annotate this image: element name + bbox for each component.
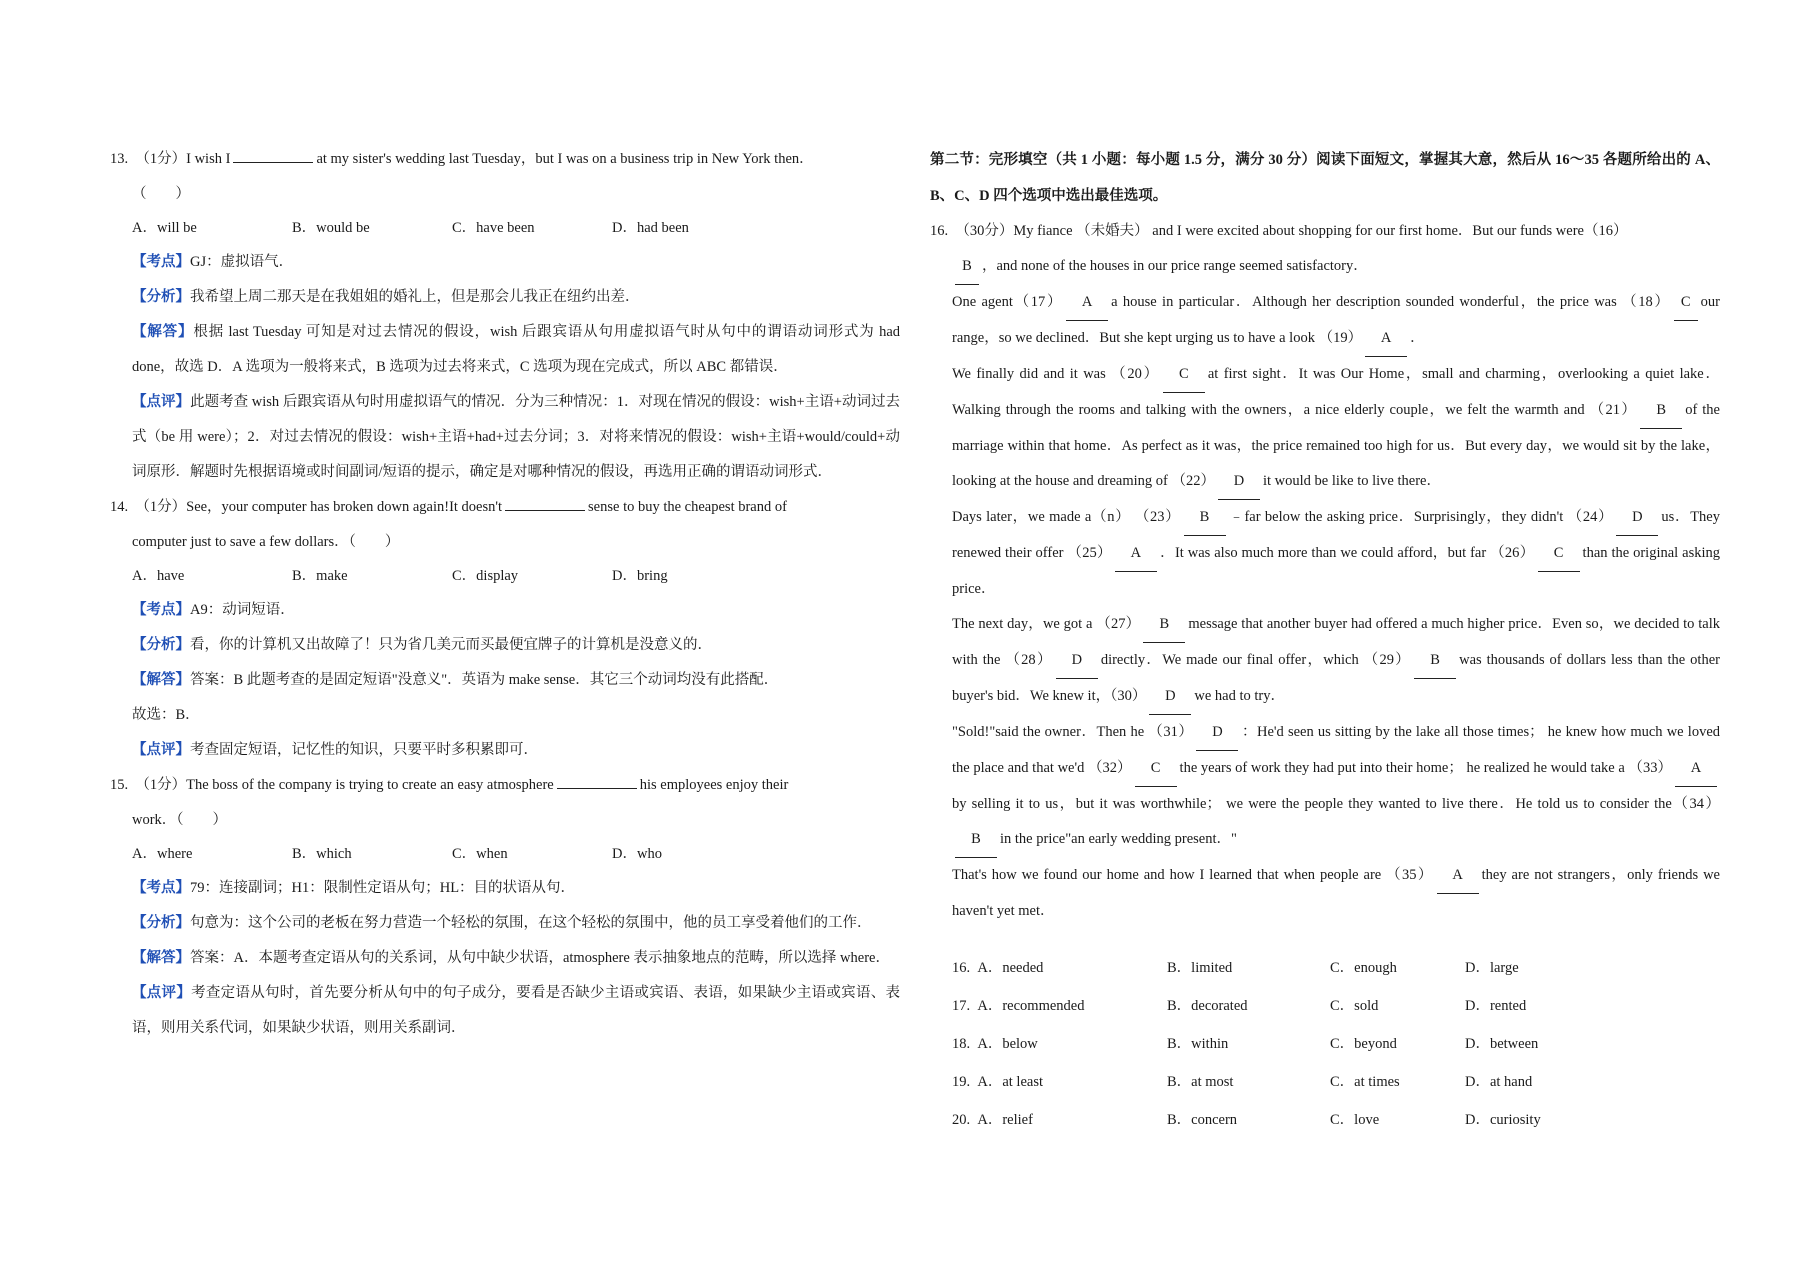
q13-kaodian-text: GJ：虚拟语气． [190,254,294,270]
passage-text: we had to try． [1194,688,1285,704]
fenxi-tag: 【分析】 [132,915,190,931]
q15-option-c: C．when [452,846,508,862]
q15-jieda [110,941,900,976]
option-a [952,987,1167,1025]
passage-para-3 [930,357,1720,500]
q14-guxuan: 故选：B． [132,707,200,723]
answer-32: C [1135,751,1177,787]
q15-option-d: D．who [612,846,662,862]
passage-text: 16. （30分）My fiance （未婚夫） and I were excited about shopping for our first home．But our funds were（16） [930,223,1628,239]
q14-option-d: D．bring [612,568,668,584]
q13-paren: （ ） [132,186,190,202]
q13-fenxi [110,280,900,315]
q14-dianping [110,733,900,768]
jieda-tag: 【解答】 [132,672,190,688]
q13-stem-a: 13. （1分）I wish I [110,151,231,167]
q13-options [110,212,900,245]
cloze-option-row [952,1101,1720,1139]
kaodian-tag: 【考点】 [132,602,190,618]
option-b: B．limited [1167,960,1233,976]
passage-text: ．It was also much more than we could afford，but far （26） [1159,545,1535,561]
q15-option-b: B．which [292,846,352,862]
option-d: D．curiosity [1465,1112,1541,1128]
kaodian-tag: 【考点】 [132,880,190,896]
left-column [110,142,900,1046]
option-a [952,1063,1167,1101]
passage-text: That's how we found our home and how I learned that when people are （35） [952,867,1434,883]
passage-text: than the original asking price． [952,545,1720,597]
q13-dianping [110,385,900,490]
option-a [952,949,1167,987]
cloze-passage [930,214,1720,929]
q15-blank [557,774,637,789]
answer-23: B [1184,500,1226,536]
question-13-stem [110,142,900,177]
q15-option-a: A．where [132,846,193,862]
passage-para-4 [930,500,1720,607]
answer-19: A [1365,321,1407,357]
answer-22: D [1218,464,1260,500]
kaodian-tag: 【考点】 [132,254,190,270]
passage-text: our range，so we declined．But she kept urging us to have a look （19） [952,294,1721,346]
answer-20: C [1163,357,1205,393]
option-number: 19. [952,1074,971,1090]
option-a-text: A．below [977,1036,1038,1052]
passage-para-6 [930,715,1720,858]
q13-dianping-text: 此题考查 wish 后跟宾语从句时用虚拟语气的情况．分为三种情况：1．对现在情况的假设：wish+主语+动词过去式（be 用 were）；2．对过去情况的假设：wish+主语+had+过去分词；3．对将来情况的假设：wish+主语+would/could+动词原形．解题时先根据语境或时间副词/短语的提示，确定是对哪种情况的假设，再选用正确的谓语动词形式． [132,394,901,480]
option-a-text: A．at least [977,1074,1044,1090]
option-d: D．at hand [1465,1074,1533,1090]
passage-text: of the marriage within that home．As perfect as it was，the price remained too high for us．But every day，we would sit by the lake，looking at the house and dreaming of （22） [952,402,1720,489]
passage-para-1 [930,214,1720,285]
answer-24: D [1616,500,1658,536]
passage-text: One agent（17） [952,294,1064,310]
section-heading: 第二节：完形填空（共 1 小题：每小题 1.5 分，满分 30 分）阅读下面短文，掌握其大意，然后从 16～35 各题所给出的 A、B、C、D 四个选项中选出最佳选项。 [930,152,1720,204]
question-13 [110,142,900,490]
answer-21: B [1640,393,1682,429]
q14-fenxi-text: 看，你的计算机又出故障了！只为省几美元而买最便宜牌子的计算机是没意义的． [190,637,712,653]
q15-fenxi-text: 句意为：这个公司的老板在努力营造一个轻松的氛围，在这个轻松的氛围中，他的员工享受着他们的工作． [190,915,872,931]
q14-kaodian-text: A9：动词短语． [190,602,295,618]
q15-stem-c: work．（ ） [132,812,228,828]
answer-18: C [1674,285,1698,321]
passage-text: at first sight．It was Our Home，small and charming，overlooking a quiet lake．Walking through the rooms and talking with the owners，a nice elderly couple，we felt the warmth and （21） [952,366,1720,418]
indent [930,258,952,274]
question-14 [110,490,900,768]
q13-stem-b: at my sister's wedding last Tuesday，but I was on a business trip in New York then． [316,151,814,167]
q13-option-a: A．will be [132,220,197,236]
q13-option-d: D．had been [612,220,689,236]
option-c: C．enough [1330,960,1397,976]
option-c: C．beyond [1330,1036,1397,1052]
q14-stem-b: sense to buy the cheapest brand of [588,499,787,515]
q13-jieda [110,315,900,385]
q14-kaodian [110,593,900,628]
passage-text: in the price"an early wedding present．" [1000,831,1237,847]
answer-27: B [1143,607,1185,643]
option-a [952,1101,1167,1139]
answer-25: A [1115,536,1157,572]
passage-text: The next day，we got a （27） [952,616,1141,632]
option-b: B．within [1167,1036,1229,1052]
passage-text: was thousands of dollars less than the other buyer's bid．We knew it，（30） [952,652,1720,704]
dianping-tag: 【点评】 [132,985,192,1001]
q13-jieda-text: 根据 last Tuesday 可知是对过去情况的假设，wish 后跟宾语从句用虚拟语气时从句中的谓语动词形式为 had done，故选 D．A 选项为一般将来式，B 选项为过去将来式，C 选项为现在完成式，所以 ABC 都错误． [132,324,901,375]
option-a [952,1025,1167,1063]
passage-para-5 [930,607,1720,715]
passage-text: message that another buyer had offered a much higher price．Even so，we decided to talk with the （28） [952,616,1720,668]
option-d: D．rented [1465,998,1527,1014]
q15-fenxi [110,906,900,941]
option-d: D．between [1465,1036,1539,1052]
answer-28: D [1056,643,1098,679]
right-column [930,142,1720,1139]
passage-text: it would be like to live there． [1262,473,1441,489]
jieda-tag: 【解答】 [132,324,194,340]
option-a-text: A．needed [977,960,1044,976]
q14-jieda [110,663,900,698]
answer-33: A [1675,751,1717,787]
q15-dianping-text: 考查定语从句时，首先要分析从句中的句子成分，要看是否缺少主语或宾语、表语，如果缺少主语或宾语、表语，则用关系代词，如果缺少状语，则用关系副词． [132,985,901,1036]
q14-options [110,560,900,593]
option-d: D．large [1465,960,1519,976]
option-b: B．decorated [1167,998,1248,1014]
cloze-option-row [952,1063,1720,1101]
passage-text: directly．We made our final offer，which （29） [1100,652,1412,668]
passage-text: the years of work they had put into their home； he realized he would take a （33） [1179,760,1672,776]
jieda-tag: 【解答】 [132,950,190,966]
answer-34: B [955,822,997,858]
passage-text: us．They renewed their offer （25） [952,509,1720,561]
dianping-tag: 【点评】 [132,742,190,758]
answer-30: D [1149,679,1191,715]
passage-para-2 [930,285,1720,357]
q14-option-b: B．make [292,568,348,584]
option-a-text: A．recommended [977,998,1085,1014]
answer-17: A [1066,285,1108,321]
option-number: 18. [952,1036,971,1052]
answer-29: B [1414,643,1456,679]
q14-stem-c: computer just to save a few dollars．（ ） [132,534,400,550]
q14-option-a: A．have [132,568,185,584]
fenxi-tag: 【分析】 [132,289,190,305]
cloze-option-row [952,987,1720,1025]
q15-jieda-text: 答案：A．本题考查定语从句的关系词，从句中缺少状语，atmosphere 表示抽象地点的范畴，所以选择 where． [190,950,890,966]
passage-text: by selling it to us，but it was worthwhile； we were the people they wanted to live there．He told us to consider the（34） [952,796,1720,812]
passage-text: ． [1410,330,1425,346]
option-c: C．love [1330,1112,1380,1128]
passage-text: ，and none of the houses in our price range seemed satisfactory． [982,258,1368,274]
dianping-tag: 【点评】 [132,394,191,410]
option-number: 16. [952,960,971,976]
q15-dianping [110,976,900,1046]
cloze-option-row [952,1025,1720,1063]
cloze-option-row [952,949,1720,987]
option-b: B．concern [1167,1112,1238,1128]
passage-text: ：He'd seen us sitting by the lake all those times； he knew how much we loved the place and that we'd （32） [952,724,1721,776]
q14-stem-a: 14. （1分）See，your computer has broken down again!It doesn't [110,499,503,515]
question-15 [110,768,900,1046]
q14-dianping-text: 考查固定短语，记忆性的知识，只要平时多积累即可． [190,742,538,758]
passage-para-7 [930,858,1720,929]
answer-35: A [1437,858,1479,894]
cloze-options [930,949,1720,1139]
q15-kaodian-text: 79：连接副词；H1：限制性定语从句；HL：目的状语从句． [190,880,576,896]
answer-31: D [1196,715,1238,751]
q14-fenxi [110,628,900,663]
passage-text: they are not strangers，only friends we haven't yet met． [952,867,1720,919]
q15-options [110,838,900,871]
option-b: B．at most [1167,1074,1234,1090]
passage-text: a house in particular．Although her description sounded wonderful，the price was （18） [1111,294,1671,310]
passage-text: We finally did and it was （20） [952,366,1160,382]
q13-kaodian [110,245,900,280]
q13-fenxi-text: 我希望上周二那天是在我姐姐的婚礼上，但是那会儿我正在纽约出差． [190,289,640,305]
q13-option-b: B．would be [292,220,370,236]
q15-kaodian [110,871,900,906]
option-c: C．sold [1330,998,1379,1014]
option-number: 17. [952,998,971,1014]
answer-16: B [955,249,979,285]
q13-option-c: C．have been [452,220,535,236]
passage-text: ﹣far below the asking price．Surprisingly，they didn't （24） [1228,509,1614,525]
question-15-stem [110,768,900,803]
passage-text: "Sold!"said the owner．Then he （31） [952,724,1194,740]
q14-jieda-text: 答案：B 此题考查的是固定短语"没意义"．英语为 make sense．其它三个动词均没有此搭配． [190,672,779,688]
option-c: C．at times [1330,1074,1400,1090]
option-a-text: A．relief [977,1112,1033,1128]
q15-stem-a: 15. （1分）The boss of the company is trying to create an easy atmosphere [110,777,554,793]
q13-blank [233,148,313,163]
option-number: 20. [952,1112,971,1128]
q14-option-c: C．display [452,568,519,584]
passage-text: Days later，we made a（n） （23） [952,509,1181,525]
q14-blank [505,496,585,511]
answer-26: C [1538,536,1580,572]
q15-stem-b: his employees enjoy their [639,777,789,793]
question-14-stem [110,490,900,525]
fenxi-tag: 【分析】 [132,637,190,653]
